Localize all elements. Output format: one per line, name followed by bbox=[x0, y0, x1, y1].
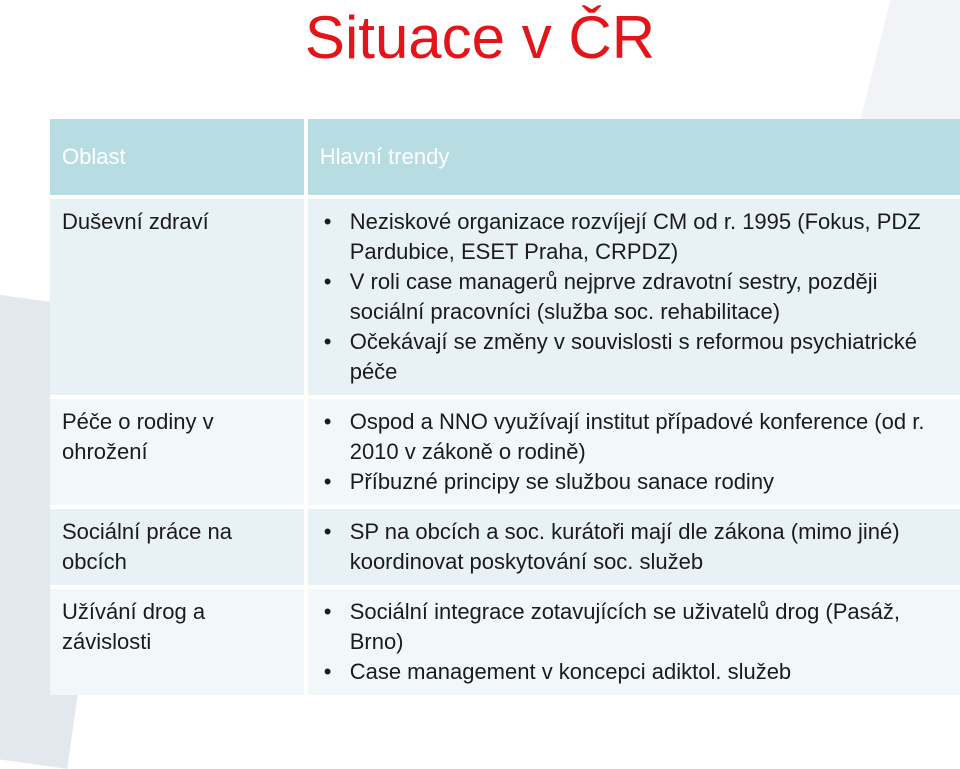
area-cell: Péče o rodiny v ohrožení bbox=[50, 399, 308, 505]
area-cell: Sociální práce na obcích bbox=[50, 509, 308, 585]
slide-title: Situace v ČR bbox=[304, 4, 656, 71]
table-row bbox=[50, 399, 960, 505]
header-trends: Hlavní trendy bbox=[308, 119, 960, 195]
trends-cell bbox=[308, 399, 960, 505]
table-row bbox=[50, 199, 960, 395]
trend-item: • Ospod a NNO využívají institut případové konference (od r. 2010 v zákoně o rodině) bbox=[320, 407, 948, 467]
trend-item: • V roli case managerů nejprve zdravotní sestry, později sociální pracovníci (služba soc. rehabilitace) bbox=[320, 267, 948, 327]
trends-cell bbox=[308, 199, 960, 395]
trend-item: • Case management v koncepci adiktol. služeb bbox=[320, 657, 948, 687]
trend-item: • Příbuzné principy se službou sanace rodiny bbox=[320, 467, 948, 497]
table-header-row bbox=[50, 119, 960, 195]
trends-cell bbox=[308, 509, 960, 585]
table-row bbox=[50, 509, 960, 585]
trends-table bbox=[50, 119, 960, 695]
header-area: Oblast bbox=[50, 119, 308, 195]
trends-cell bbox=[308, 589, 960, 695]
table-row bbox=[50, 589, 960, 695]
trend-item: • SP na obcích a soc. kurátoři mají dle zákona (mimo jiné) koordinovat poskytování soc. služeb bbox=[320, 517, 948, 577]
trend-item: • Očekávají se změny v souvislosti s reformou psychiatrické péče bbox=[320, 327, 948, 387]
trend-item: • Neziskové organizace rozvíjejí CM od r. 1995 (Fokus, PDZ Pardubice, ESET Praha, CRPDZ) bbox=[320, 207, 948, 267]
area-cell: Duševní zdraví bbox=[50, 199, 308, 395]
trend-item: • Sociální integrace zotavujících se uživatelů drog (Pasáž, Brno) bbox=[320, 597, 948, 657]
area-cell: Užívání drog a závislosti bbox=[50, 589, 308, 695]
